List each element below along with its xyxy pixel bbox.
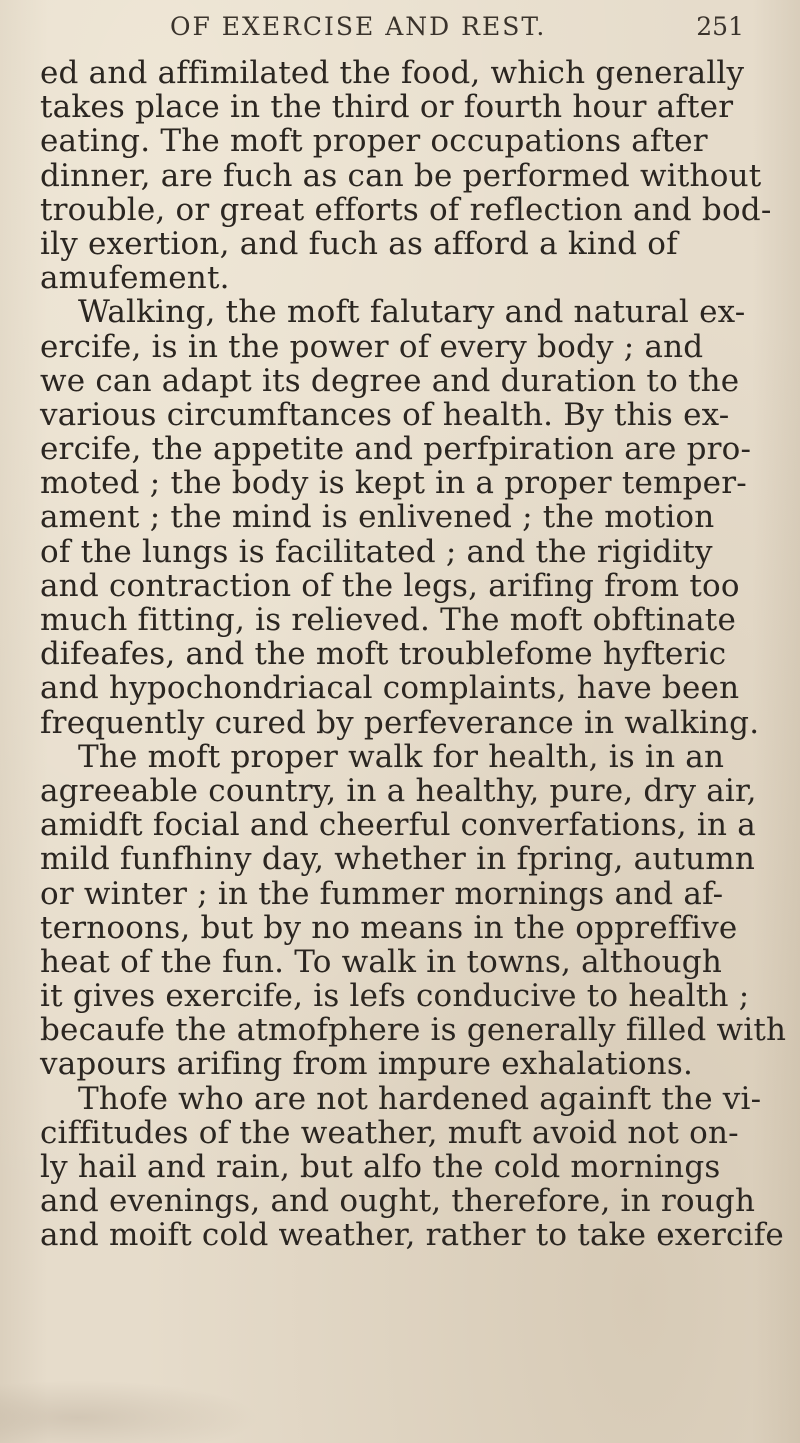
text-line: becaufe the atmofphere is generally filled with xyxy=(40,1012,787,1049)
paper-stain xyxy=(0,1380,260,1443)
body-text xyxy=(30,55,787,1254)
text-line: or winter ; in the fummer mornings and af- xyxy=(40,875,724,912)
text-line: Thofe who are not hardened againft the vi- xyxy=(78,1080,762,1117)
text-line: amidft focial and cheerful converfations, in a xyxy=(40,807,756,844)
text-line: much fitting, is relieved. The moft obftinate xyxy=(40,602,736,638)
text-line: ly hail and rain, but alfo the cold mornings xyxy=(40,1149,721,1185)
text-line: we can adapt its degree and duration to the xyxy=(40,362,740,399)
text-line: and hypochondriacal complaints, have been xyxy=(40,670,740,707)
text-line: ercife, is in the power of every body ; and xyxy=(40,328,704,365)
text-line: various circumftances of health. By this ex- xyxy=(40,396,730,433)
text-line: moted ; the body is kept in a proper temper- xyxy=(40,465,747,502)
text-line: eating. The moft proper occupations after xyxy=(40,123,708,160)
text-line: and evenings, and ought, therefore, in rough xyxy=(40,1183,756,1220)
text-line: ament ; the mind is enlivened ; the motion xyxy=(40,499,715,536)
text-line: difeafes, and the moft troublefome hyfteric xyxy=(40,636,727,673)
text-line: and moift cold weather, rather to take exercife xyxy=(40,1217,784,1254)
text-line: dinner, are fuch as can be performed without xyxy=(40,157,762,194)
text-line: amufement. xyxy=(40,260,230,297)
running-title: OF EXERCISE AND REST. xyxy=(170,12,547,41)
text-line: and contraction of the legs, arifing from too xyxy=(40,567,740,604)
text-line: mild funfhiny day, whether in fpring, autumn xyxy=(40,841,756,878)
text-line: The moft proper walk for health, is in an xyxy=(78,738,725,775)
text-line: Walking, the moft falutary and natural ex- xyxy=(78,294,746,331)
text-line: heat of the fun. To walk in towns, although xyxy=(40,943,723,980)
text-line: ed and affimilated the food, which generally xyxy=(40,55,745,91)
text-line: agreeable country, in a healthy, pure, dry air, xyxy=(40,772,757,809)
text-line: vapours arifing from impure exhalations. xyxy=(40,1046,694,1083)
text-line: ciffitudes of the weather, muft avoid not on- xyxy=(40,1114,739,1151)
text-line: ercife, the appetite and perfpiration are pro- xyxy=(40,431,752,468)
text-line: ily exertion, and fuch as afford a kind of xyxy=(40,225,678,262)
text-line: trouble, or great efforts of reflection and bod- xyxy=(40,191,772,228)
page-number: 251 xyxy=(696,12,744,41)
text-line: of the lungs is facilitated ; and the rigidity xyxy=(40,533,713,570)
text-line: frequently cured by perfeverance in walking. xyxy=(40,704,760,741)
running-head xyxy=(60,8,750,54)
text-line: ternoons, but by no means in the oppreffive xyxy=(40,909,738,946)
text-line: takes place in the third or fourth hour after xyxy=(40,89,734,126)
text-line: it gives exercife, is lefs conducive to health ; xyxy=(40,978,750,1015)
